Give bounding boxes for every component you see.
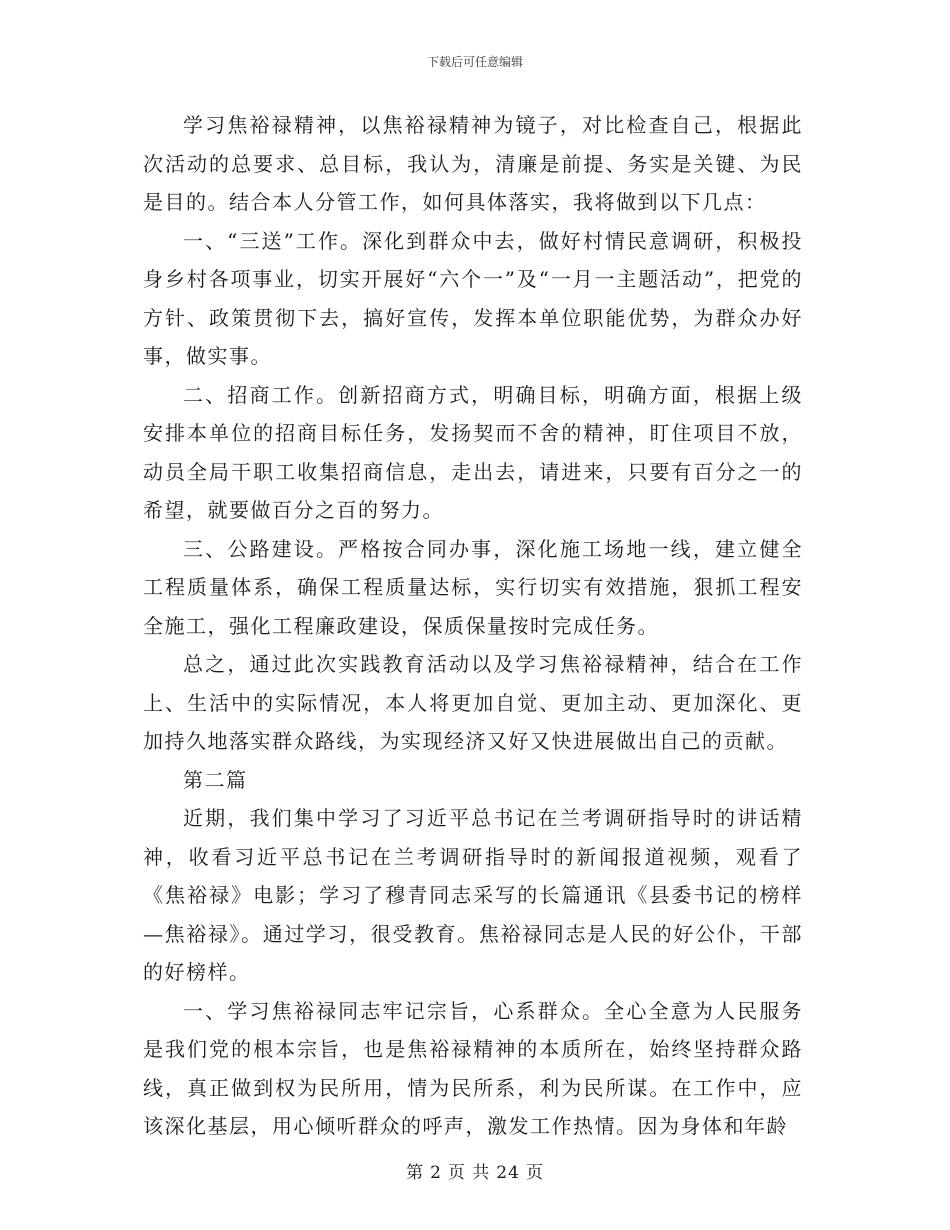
paragraph-section2-point-1: 一、学习焦裕禄同志牢记宗旨，心系群众。全心全意为人民服务是我们党的根本宗旨，也是焦裕禄精神的本质所在，始终坚持群众路线，真正做到权为民所用，情为民所系，利为民所谋。在工作中，应该深化基层，用心倾听群众的呼声，激发工作热情。因为身体和年龄 [143, 998, 803, 1138]
paragraph-conclusion: 总之，通过此次实践教育活动以及学习焦裕禄精神，结合在工作上、生活中的实际情况，本人将更加自觉、更加主动、更加深化、更加持久地落实群众路线，为实现经济又好又快进展做出自己的贡献。 [143, 652, 803, 753]
page-current: 2 [430, 1163, 442, 1183]
paragraph-point-3: 三、公路建设。严格按合同办事，深化施工场地一线，建立健全工程质量体系，确保工程质量达标，实行切实有效措施，狠抓工程安全施工，强化工程廉政建设，保质保量按时完成任务。 [143, 536, 803, 638]
section-heading: 第二篇 [183, 767, 248, 792]
page-footer [0, 1158, 950, 1183]
paragraph-section2-intro: 近期，我们集中学习了习近平总书记在兰考调研指导时的讲话精神，收看习近平总书记在兰考调研指导时的新闻报道视频，观看了《焦裕禄》电影；学习了穆青同志采写的长篇通讯《县委书记的榜样—焦裕禄》。通过学习，很受教育。焦裕禄同志是人民的好公仆，干部的好榜样。 [143, 806, 803, 984]
page-total: 24 [496, 1163, 520, 1183]
paragraph-point-2: 二、招商工作。创新招商方式，明确目标，明确方面，根据上级安排本单位的招商目标任务，发扬契而不舍的精神，盯住项目不放，动员全局干职工收集招商信息，走出去，请进来，只要有百分之一的希望，就要做百分之百的努力。 [143, 382, 803, 522]
page-header-note: 下载后可任意编辑 [426, 55, 523, 69]
page-prefix: 第 [406, 1163, 425, 1183]
page-middle: 页 共 [447, 1163, 491, 1183]
page-suffix: 页 [525, 1163, 544, 1183]
paragraph-intro: 学习焦裕禄精神，以焦裕禄精神为镜子，对比检查自己，根据此次活动的总要求、总目标，我认为，清廉是前提、务实是关键、为民是目的。结合本人分管工作，如何具体落实，我将做到以下几点： [143, 113, 803, 214]
document-body [143, 106, 803, 1146]
paragraph-point-1: 一、“三送”工作。深化到群众中去，做好村情民意调研，积极投身乡村各项事业，切实开展好“六个一”及“一月一主题活动”，把党的方针、政策贯彻下去，搞好宣传，发挥本单位职能优势，为群众办好事，做实事。 [143, 228, 803, 368]
